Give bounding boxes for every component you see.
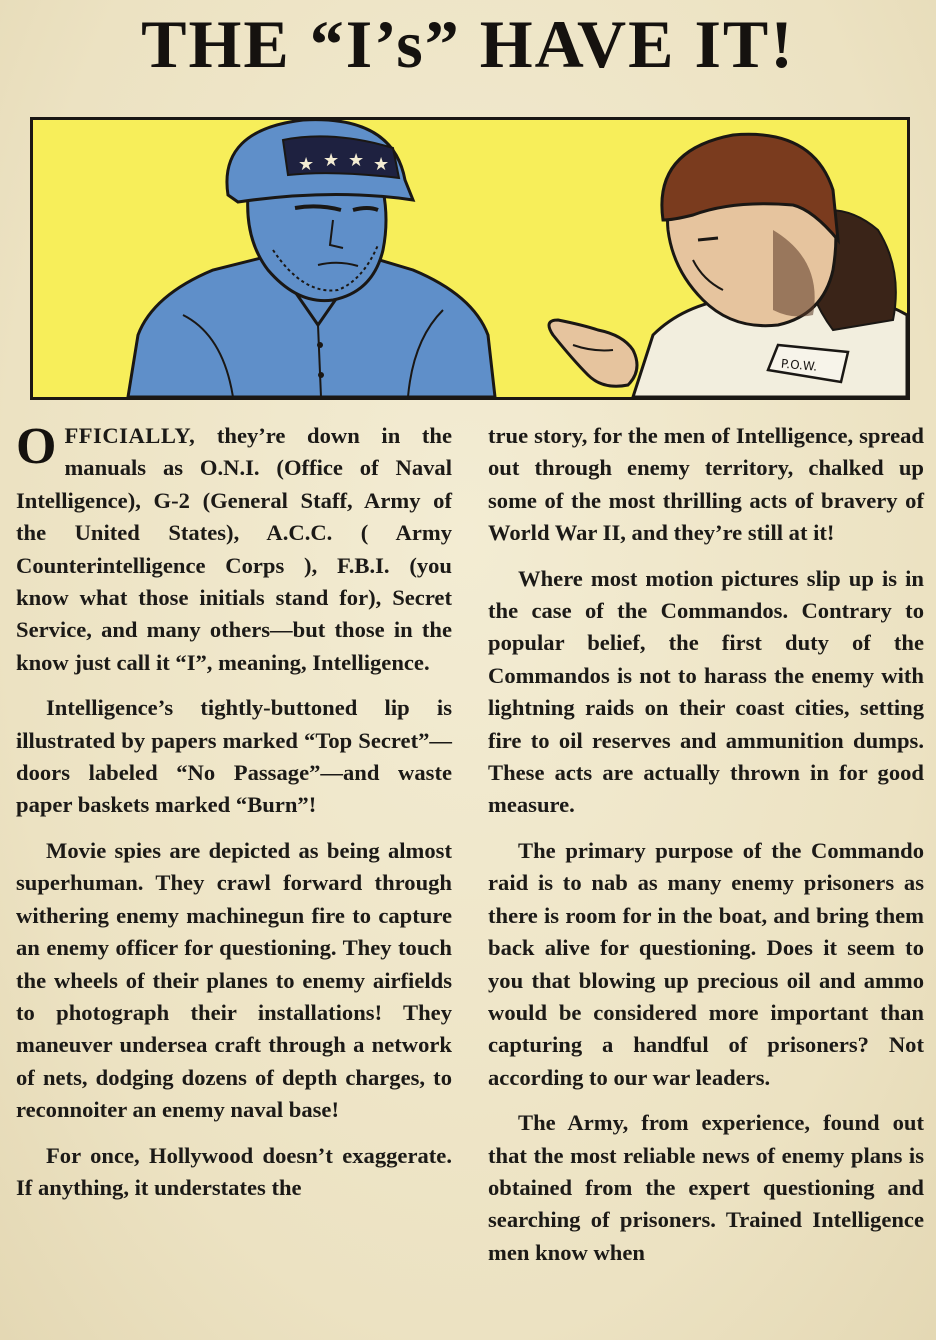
left-column — [16, 420, 452, 1217]
pow-badge-text: P.O.W. — [780, 356, 818, 374]
prisoner-figure — [549, 134, 907, 397]
svg-text:★: ★ — [373, 154, 390, 175]
drop-cap-letter: O — [16, 418, 57, 475]
svg-text:★: ★ — [348, 150, 365, 171]
officer-figure — [128, 120, 495, 397]
illustration-panel — [30, 117, 910, 400]
left-paragraph-4: For once, Hollywood doesn’t exaggerate. If anything, it understates the — [16, 1142, 452, 1200]
right-paragraph-1: true story, for the men of Intelligence, spread out through enemy territory, chalked up some of the most thrilling acts of bravery of World War II, and they’re still at it! — [488, 423, 924, 546]
left-paragraph-2: Intelligence’s tightly-buttoned lip is illustrated by papers marked “Top Secret”—doors labeled “No Passage”—and waste paper baskets marked “Burn”! — [16, 695, 452, 818]
right-paragraph-2: Where most motion pictures slip up is in the case of the Commandos. Contrary to popular belief, the first duty of the Commandos is not to harass the enemy with lightning raids on their coast cities, setting fire to oil reserves and ammunition dumps. These acts are actually thrown in for good measure. — [488, 565, 924, 818]
right-paragraph-4: The Army, from experience, found out that the most reliable news of enemy plans is obtained from the expert questioning and searching of prisoners. Trained Intelligence men know when — [488, 1110, 924, 1265]
right-column — [488, 420, 924, 1282]
left-paragraph-1 — [16, 420, 452, 679]
left-paragraph-3: Movie spies are depicted as being almost superhuman. They crawl forward through withering enemy machinegun fire to capture an enemy officer for questioning. They touch the wheels of their planes to enemy airfields to photograph their installations! They maneuver undersea craft through a network of nets, dodging dozens of depth charges, to reconnoiter an enemy naval base! — [16, 837, 452, 1123]
right-paragraph-3: The primary purpose of the Commando raid is to nab as many enemy prisoners as there is room for in the boat, and bring them back alive for questioning. Does it seem to you that blowing up precious oil and ammo would be considered more important than capturing a handful of prisoners? Not according to our war leaders. — [488, 837, 924, 1090]
illustration-art — [33, 120, 907, 397]
svg-text:★: ★ — [323, 150, 340, 171]
lead-word: FFICIALLY, — [64, 423, 196, 448]
svg-text:★: ★ — [298, 154, 315, 175]
left-paragraph-1-text: they’re down in the manuals as O.N.I. (Office of Naval Intelligence), G-2 (General Staff, Army of the United States), A.C.C. ( Army Counterintelligence Corps ), F.B.I. (you know what those initials stand for), Secret Service, and many others—but those in the know just call it “I”, meaning, Intelligence. — [16, 423, 452, 675]
page-title: THE “I’s” HAVE IT! — [141, 6, 795, 82]
